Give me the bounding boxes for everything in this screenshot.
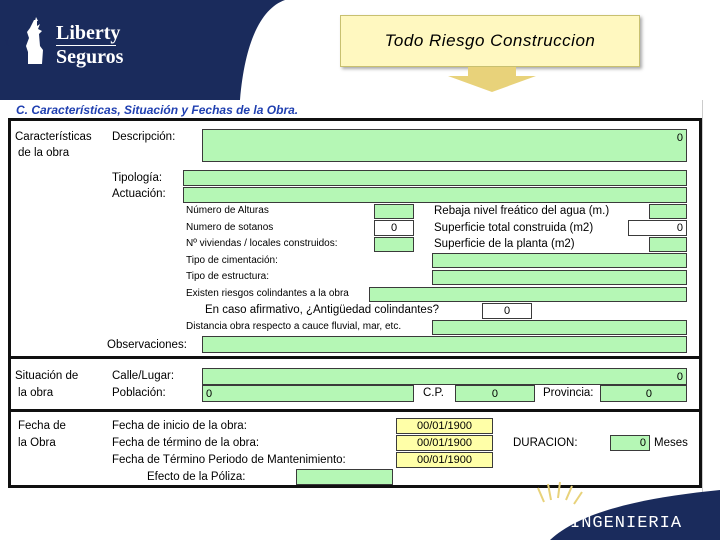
group-label-fecha-de: Fecha de (18, 420, 66, 432)
actuacion-label: Actuación: (112, 188, 166, 200)
observaciones-label: Observaciones: (107, 339, 187, 351)
superficie-total-label: Superficie total construida (m2) (434, 222, 594, 234)
efecto-poliza-field[interactable] (296, 469, 393, 485)
poblacion-field[interactable]: 0 (202, 385, 414, 402)
viviendas-field[interactable] (374, 237, 414, 252)
estructura-label: Tipo de estructura: (186, 271, 270, 282)
fecha-inicio-field[interactable]: 00/01/1900 (396, 418, 493, 434)
group-label-caracteristicas: Características (15, 131, 92, 143)
statue-of-liberty-icon (16, 16, 54, 68)
superficie-planta-label: Superficie de la planta (m2) (434, 238, 575, 250)
rebaja-freatico-label: Rebaja nivel freático del agua (m.) (434, 205, 610, 217)
riesgos-colindantes-label: Existen riesgos colindantes a la obra (186, 288, 349, 299)
cp-label: C.P. (423, 387, 444, 399)
rebaja-freatico-field[interactable] (649, 204, 687, 219)
riesgos-colindantes-field[interactable] (369, 287, 687, 302)
antiguedad-field[interactable]: 0 (482, 303, 532, 319)
group-label-la-obra-fecha: la Obra (18, 437, 56, 449)
footer-label: INGENIERIA (570, 514, 683, 533)
right-edge-panel (702, 100, 720, 540)
title-box (340, 15, 640, 67)
superficie-planta-field[interactable] (649, 237, 687, 252)
tipologia-label: Tipología: (112, 172, 163, 184)
calle-field[interactable]: 0 (202, 368, 687, 385)
fecha-mantenimiento-label: Fecha de Término Periodo de Mantenimiento: (112, 454, 346, 466)
tipologia-field[interactable] (183, 170, 687, 186)
cimentacion-label: Tipo de cimentación: (186, 255, 278, 266)
meses-label: Meses (654, 437, 688, 449)
efecto-poliza-label: Efecto de la Póliza: (147, 471, 246, 483)
viviendas-label: Nº viviendas / locales construidos: (186, 238, 338, 249)
slide-number: 1 (4, 38, 10, 48)
section-title: C. Características, Situación y Fechas de la Obra. (16, 103, 299, 117)
fecha-inicio-label: Fecha de inicio de la obra: (112, 420, 247, 432)
group-label-la-obra: la obra (18, 387, 54, 399)
provincia-label: Provincia: (543, 387, 594, 399)
descripcion-label: Descripción: (112, 131, 176, 143)
actuacion-field[interactable] (183, 187, 687, 203)
group-label-de-la-obra: de la obra (18, 147, 70, 159)
numero-sotanos-field[interactable]: 0 (374, 220, 414, 236)
fecha-termino-field[interactable]: 00/01/1900 (396, 435, 493, 451)
distancia-cauce-label: Distancia obra respecto a cauce fluvial, mar, etc. (186, 321, 402, 332)
duracion-field[interactable]: 0 (610, 435, 650, 451)
distancia-cauce-field[interactable] (432, 320, 687, 335)
section-divider-2 (8, 409, 702, 412)
fecha-termino-label: Fecha de término de la obra: (112, 437, 260, 449)
fecha-mantenimiento-field[interactable]: 00/01/1900 (396, 452, 493, 468)
poblacion-label: Población: (112, 387, 166, 399)
duracion-label: DURACION: (513, 437, 578, 449)
brand-name-seguros: Seguros (56, 46, 124, 68)
cimentacion-field[interactable] (432, 253, 687, 268)
descripcion-field[interactable]: 0 (202, 129, 687, 162)
down-arrow-icon (448, 67, 536, 92)
numero-alturas-field[interactable] (374, 204, 414, 219)
observaciones-field[interactable] (202, 336, 687, 353)
cp-field[interactable]: 0 (455, 385, 535, 402)
page-title: Todo Riesgo Construccion (384, 31, 596, 50)
antiguedad-label: En caso afirmativo, ¿Antigüedad colindantes? (205, 304, 439, 316)
provincia-field[interactable]: 0 (600, 385, 687, 402)
estructura-field[interactable] (432, 270, 687, 285)
brand-name-liberty: Liberty (56, 22, 121, 44)
group-label-situacion: Situación de (15, 370, 79, 382)
numero-sotanos-label: Numero de sotanos (186, 222, 274, 233)
section-divider-1 (8, 356, 702, 359)
superficie-total-field[interactable]: 0 (628, 220, 687, 236)
numero-alturas-label: Número de Alturas (186, 205, 269, 216)
calle-label: Calle/Lugar: (112, 370, 175, 382)
